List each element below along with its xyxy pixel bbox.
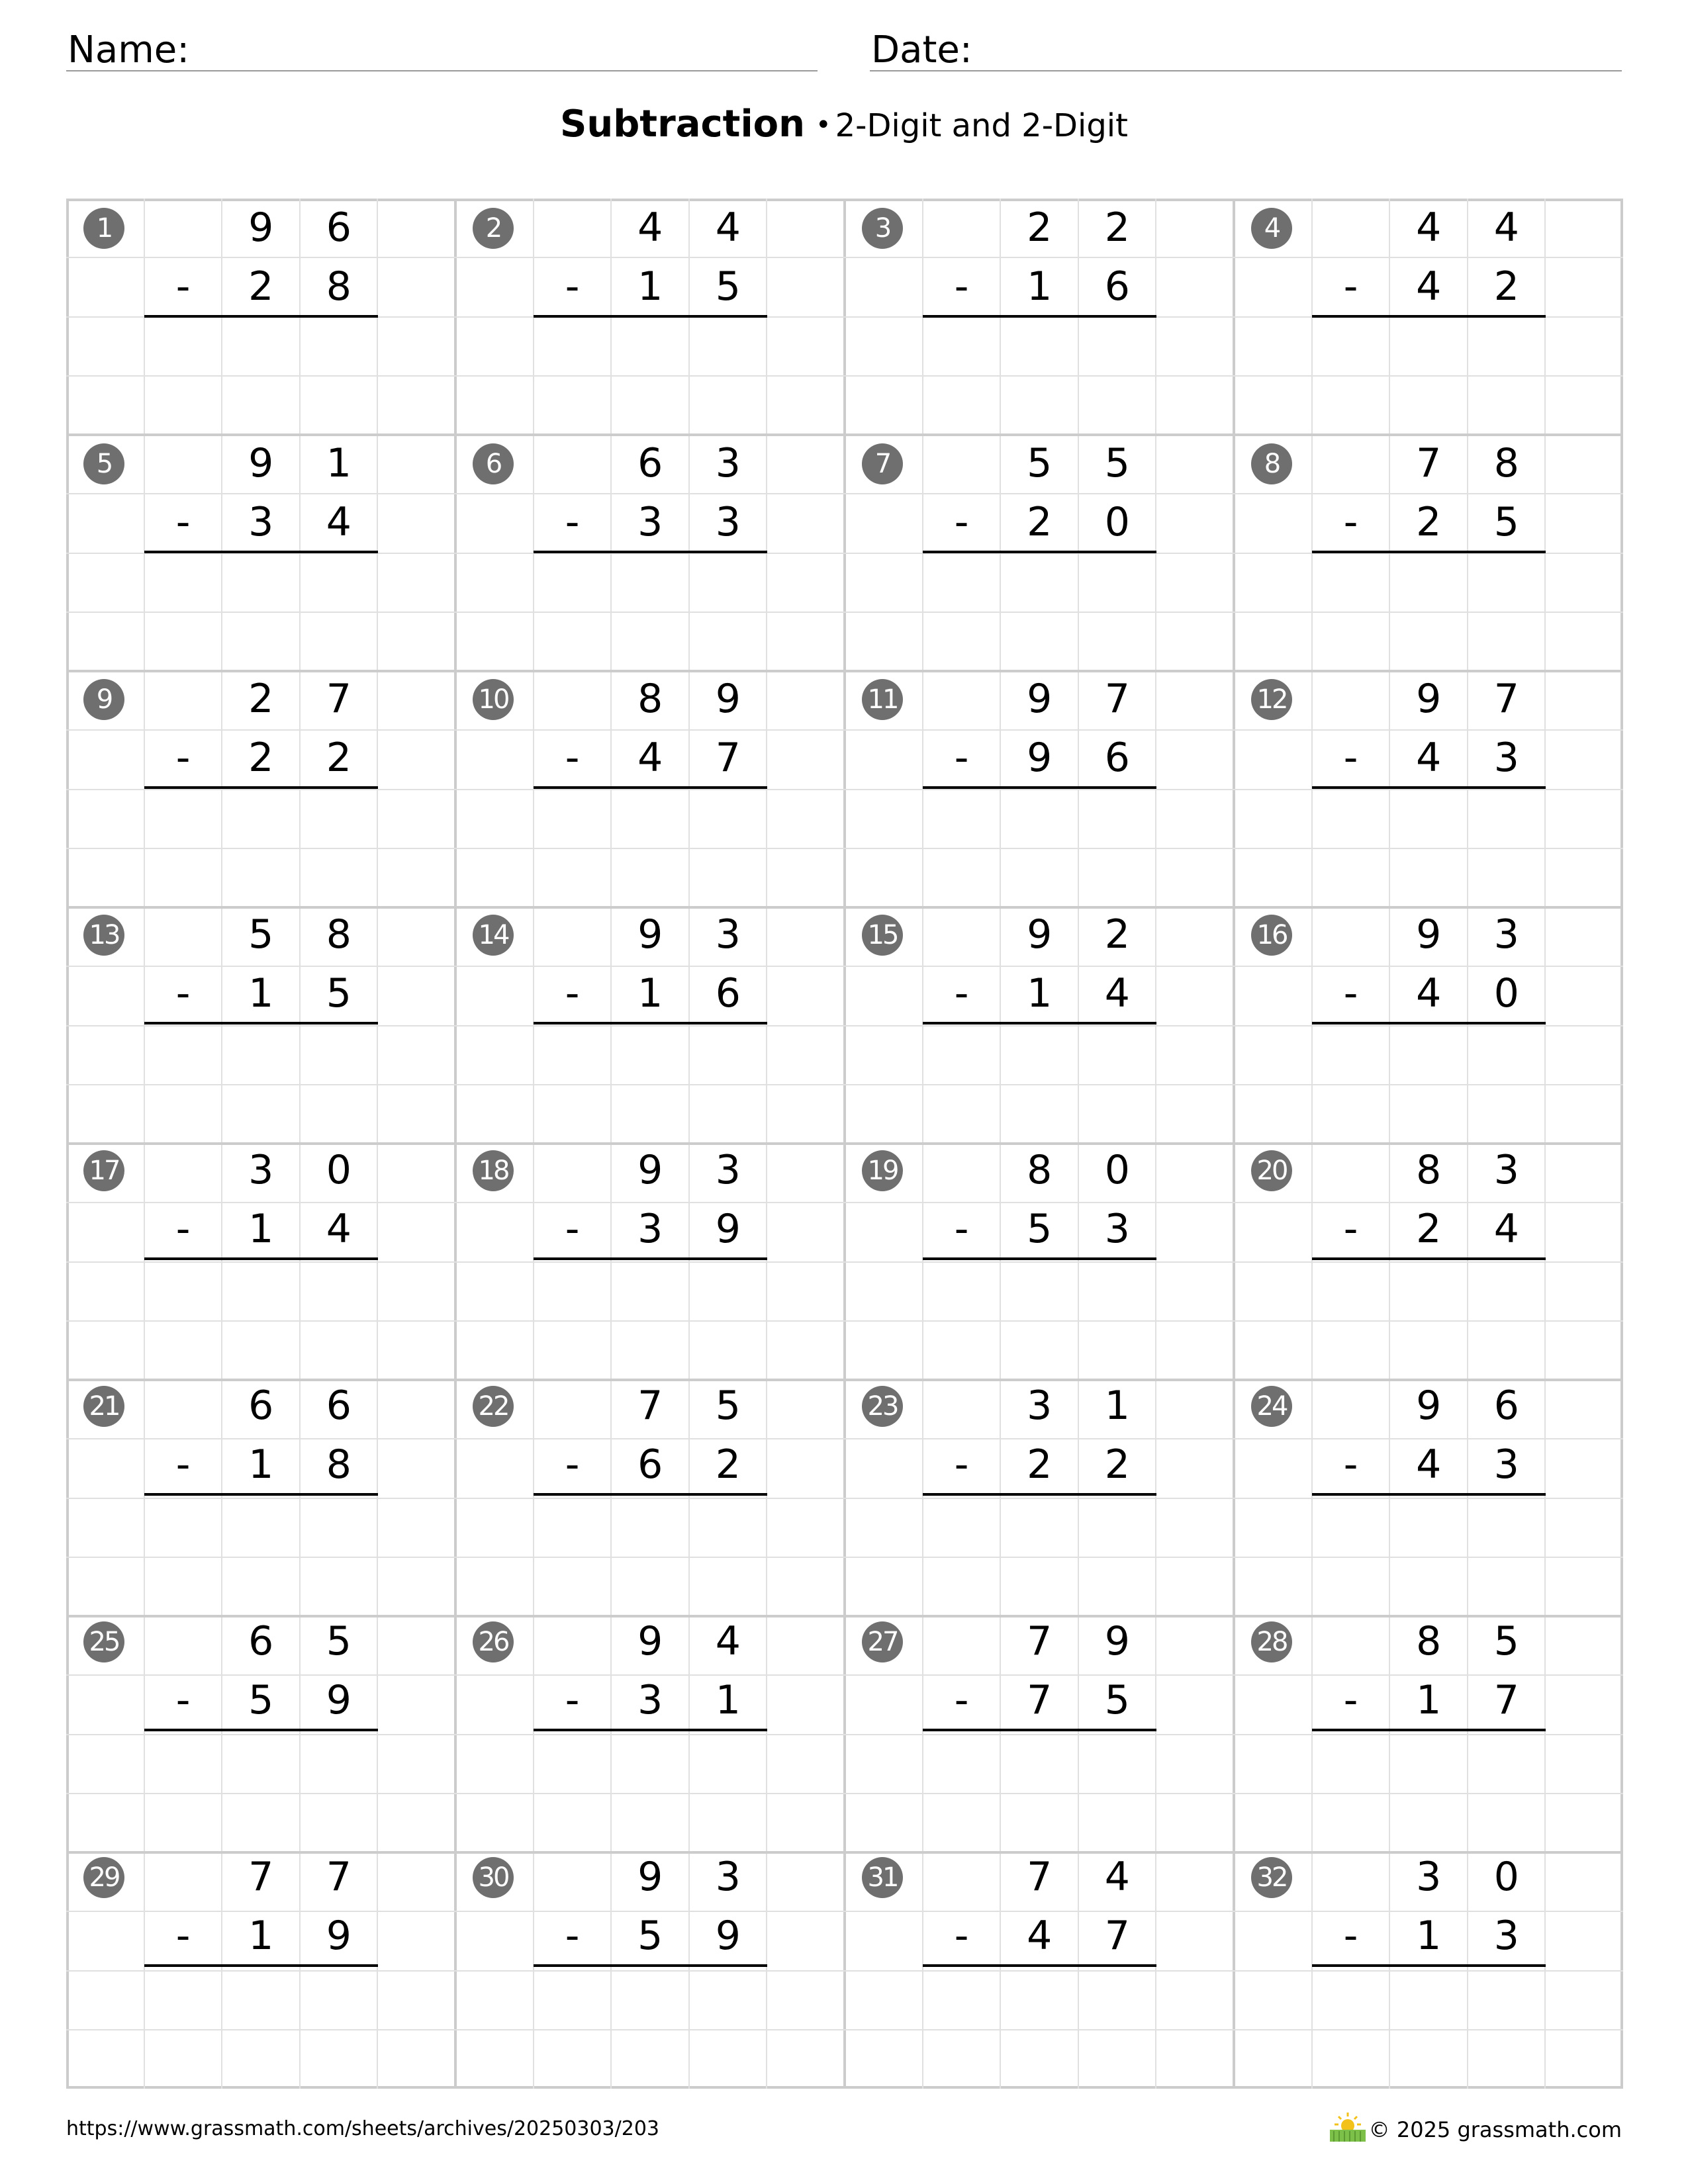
problem-22 [455,1377,845,1612]
subtrahend-ones-digit: 5 [326,970,352,1017]
problem-number-badge: 20 [1251,1150,1292,1191]
problem-29 [66,1848,455,2083]
answer-area[interactable] [1312,1730,1546,1848]
minuend-tens-digit: 2 [248,676,274,722]
problem-number-badge: 8 [1251,443,1292,484]
subtrahend-ones-digit: 6 [1104,735,1130,781]
problem-17 [66,1141,455,1377]
subtrahend-ones-digit: 3 [1493,1913,1519,1959]
minus-sign: - [175,1441,191,1488]
problem-number-badge: 14 [473,915,514,956]
minuend-tens-digit: 7 [1027,1854,1053,1900]
problem-3 [845,199,1234,434]
problem-13 [66,905,455,1141]
answer-area[interactable] [534,1966,767,2083]
problem-12 [1234,670,1623,905]
subtrahend-ones-digit: 2 [326,735,352,781]
problem-11 [845,670,1234,905]
minus-sign: - [565,1677,580,1723]
problem-7 [845,434,1234,670]
minus-sign: - [175,970,191,1017]
minuend-ones-digit: 6 [326,1383,352,1429]
problem-number-badge: 25 [83,1621,124,1662]
problem-number-badge: 28 [1251,1621,1292,1662]
subtrahend-tens-digit: 9 [1027,735,1053,781]
minuend-ones-digit: 6 [326,205,352,251]
minus-sign: - [954,735,969,781]
answer-area[interactable] [144,316,378,434]
answer-area[interactable] [534,316,767,434]
subtrahend-tens-digit: 1 [248,1913,274,1959]
problem-number-badge: 3 [862,208,903,249]
subtrahend-tens-digit: 2 [1027,499,1053,545]
minuend-tens-digit: 7 [637,1383,663,1429]
minuend-ones-digit: 3 [715,440,741,486]
minus-sign: - [175,499,191,545]
minuend-ones-digit: 4 [1104,1854,1130,1900]
subtrahend-ones-digit: 9 [326,1677,352,1723]
footer-copyright: © 2025 grassmath.com [1368,2117,1622,2142]
subtrahend-ones-digit: 9 [326,1913,352,1959]
minuend-tens-digit: 8 [1027,1147,1053,1193]
answer-area[interactable] [534,788,767,905]
answer-area[interactable] [534,552,767,670]
problem-number-badge: 24 [1251,1386,1292,1427]
minus-sign: - [565,1206,580,1252]
subtrahend-ones-digit: 5 [1493,499,1519,545]
subtrahend-ones-digit: 4 [1493,1206,1519,1252]
problem-number-badge: 16 [1251,915,1292,956]
minuend-tens-digit: 5 [248,911,274,958]
minuend-ones-digit: 3 [715,1854,741,1900]
subtrahend-ones-digit: 0 [1104,499,1130,545]
subtrahend-ones-digit: 4 [1104,970,1130,1017]
minuend-ones-digit: 8 [326,911,352,958]
problem-8 [1234,434,1623,670]
problem-number-badge: 9 [83,679,124,720]
problem-number-badge: 31 [862,1857,903,1898]
minus-sign: - [175,1206,191,1252]
minuend-ones-digit: 2 [1104,911,1130,958]
minuend-tens-digit: 9 [1027,911,1053,958]
title-main: Subtraction [560,103,805,146]
minus-sign: - [1343,1441,1358,1488]
problem-26 [455,1612,845,1848]
subtrahend-tens-digit: 5 [637,1913,663,1959]
subtrahend-ones-digit: 3 [1493,735,1519,781]
subtrahend-ones-digit: 4 [326,1206,352,1252]
minuend-tens-digit: 4 [637,205,663,251]
minuend-tens-digit: 8 [637,676,663,722]
minus-sign: - [175,735,191,781]
subtrahend-tens-digit: 2 [1416,1206,1442,1252]
problem-20 [1234,1141,1623,1377]
subtrahend-ones-digit: 5 [1104,1677,1130,1723]
problem-number-badge: 18 [473,1150,514,1191]
subtrahend-ones-digit: 8 [326,263,352,310]
subtrahend-tens-digit: 1 [637,970,663,1017]
subtrahend-tens-digit: 4 [1416,1441,1442,1488]
answer-area[interactable] [144,552,378,670]
answer-area[interactable] [1312,1966,1546,2083]
minuend-tens-digit: 9 [637,1854,663,1900]
subtrahend-ones-digit: 7 [1493,1677,1519,1723]
minuend-ones-digit: 9 [1104,1618,1130,1664]
minuend-ones-digit: 5 [1493,1618,1519,1664]
subtrahend-tens-digit: 1 [1416,1677,1442,1723]
subtrahend-ones-digit: 0 [1493,970,1519,1017]
subtrahend-tens-digit: 1 [248,1206,274,1252]
subtrahend-tens-digit: 3 [637,499,663,545]
minuend-ones-digit: 3 [1493,911,1519,958]
subtrahend-tens-digit: 7 [1027,1677,1053,1723]
answer-area[interactable] [923,1259,1156,1377]
problem-number-badge: 15 [862,915,903,956]
problem-32 [1234,1848,1623,2083]
minuend-ones-digit: 4 [1493,205,1519,251]
problem-number-badge: 11 [862,679,903,720]
date-field[interactable] [870,20,1622,71]
problem-19 [845,1141,1234,1377]
subtrahend-tens-digit: 1 [1027,263,1053,310]
answer-area[interactable] [923,1494,1156,1612]
answer-area[interactable] [144,788,378,905]
minuend-tens-digit: 9 [637,1147,663,1193]
problem-15 [845,905,1234,1141]
subtrahend-ones-digit: 1 [715,1677,741,1723]
minus-sign: - [954,1441,969,1488]
answer-area[interactable] [923,552,1156,670]
minus-sign: - [565,735,580,781]
problem-25 [66,1612,455,1848]
minus-sign: - [954,1913,969,1959]
problem-number-badge: 23 [862,1386,903,1427]
problem-number-badge: 32 [1251,1857,1292,1898]
subtrahend-tens-digit: 1 [1416,1913,1442,1959]
answer-area[interactable] [923,1966,1156,2083]
minus-sign: - [1343,499,1358,545]
minuend-tens-digit: 7 [1416,440,1442,486]
problem-number-badge: 29 [83,1857,124,1898]
subtrahend-tens-digit: 3 [637,1677,663,1723]
problem-number-badge: 12 [1251,679,1292,720]
minus-sign: - [175,1913,191,1959]
minus-sign: - [954,1206,969,1252]
problem-4 [1234,199,1623,434]
subtrahend-tens-digit: 2 [1416,499,1442,545]
minuend-ones-digit: 1 [326,440,352,486]
minuend-tens-digit: 9 [1416,1383,1442,1429]
minus-sign: - [954,499,969,545]
problem-number-badge: 26 [473,1621,514,1662]
answer-area[interactable] [144,1966,378,2083]
answer-area[interactable] [1312,316,1546,434]
minuend-tens-digit: 9 [248,440,274,486]
subtrahend-tens-digit: 4 [1027,1913,1053,1959]
answer-area[interactable] [1312,552,1546,670]
minus-sign: - [1343,1677,1358,1723]
minus-sign: - [1343,1913,1358,1959]
problem-2 [455,199,845,434]
answer-area[interactable] [1312,788,1546,905]
problem-23 [845,1377,1234,1612]
problem-31 [845,1848,1234,2083]
subtrahend-ones-digit: 9 [715,1206,741,1252]
subtrahend-ones-digit: 6 [1104,263,1130,310]
minuend-tens-digit: 6 [637,440,663,486]
minus-sign: - [954,970,969,1017]
minuend-ones-digit: 6 [1493,1383,1519,1429]
subtrahend-tens-digit: 5 [248,1677,274,1723]
answer-area[interactable] [534,1259,767,1377]
minuend-tens-digit: 7 [248,1854,274,1900]
title-subtitle: 2-Digit and 2-Digit [835,107,1128,144]
subtrahend-ones-digit: 4 [326,499,352,545]
answer-area[interactable] [144,1730,378,1848]
problem-number-badge: 6 [473,443,514,484]
subtrahend-ones-digit: 9 [715,1913,741,1959]
subtrahend-ones-digit: 5 [715,263,741,310]
minuend-tens-digit: 7 [1027,1618,1053,1664]
minus-sign: - [1343,263,1358,310]
subtrahend-tens-digit: 3 [637,1206,663,1252]
minuend-ones-digit: 5 [1104,440,1130,486]
minuend-tens-digit: 6 [248,1383,274,1429]
problem-number-badge: 4 [1251,208,1292,249]
problem-number-badge: 7 [862,443,903,484]
subtrahend-tens-digit: 4 [1416,970,1442,1017]
subtrahend-tens-digit: 5 [1027,1206,1053,1252]
answer-area[interactable] [534,1023,767,1141]
minus-sign: - [565,1441,580,1488]
minus-sign: - [175,1677,191,1723]
answer-area[interactable] [144,1259,378,1377]
answer-area[interactable] [1312,1259,1546,1377]
minuend-tens-digit: 8 [1416,1147,1442,1193]
minuend-tens-digit: 2 [1027,205,1053,251]
minuend-ones-digit: 1 [1104,1383,1130,1429]
minus-sign: - [1343,1206,1358,1252]
footer-url[interactable]: https://www.grassmath.com/sheets/archives/20250303/203 [66,2117,660,2140]
minuend-ones-digit: 7 [1104,676,1130,722]
title-bullet: • [815,110,831,140]
problem-number-badge: 19 [862,1150,903,1191]
name-field[interactable] [66,20,818,71]
problem-number-badge: 2 [473,208,514,249]
minus-sign: - [175,263,191,310]
subtrahend-ones-digit: 3 [1493,1441,1519,1488]
answer-area[interactable] [1312,1023,1546,1141]
problem-27 [845,1612,1234,1848]
minuend-ones-digit: 8 [1493,440,1519,486]
problem-number-badge: 30 [473,1857,514,1898]
subtrahend-ones-digit: 2 [715,1441,741,1488]
subtrahend-ones-digit: 2 [1104,1441,1130,1488]
problem-number-badge: 22 [473,1386,514,1427]
minuend-tens-digit: 6 [248,1618,274,1664]
minuend-ones-digit: 5 [715,1383,741,1429]
minuend-ones-digit: 3 [1493,1147,1519,1193]
minuend-tens-digit: 9 [1027,676,1053,722]
problem-number-badge: 1 [83,208,124,249]
problem-30 [455,1848,845,2083]
problem-21 [66,1377,455,1612]
minuend-tens-digit: 9 [248,205,274,251]
minus-sign: - [565,263,580,310]
minuend-ones-digit: 2 [1104,205,1130,251]
problem-10 [455,670,845,905]
answer-area[interactable] [923,316,1156,434]
answer-area[interactable] [534,1494,767,1612]
answer-area[interactable] [534,1730,767,1848]
answer-area[interactable] [144,1023,378,1141]
answer-area[interactable] [144,1494,378,1612]
minuend-ones-digit: 4 [715,1618,741,1664]
minuend-ones-digit: 7 [326,676,352,722]
minuend-ones-digit: 7 [1493,676,1519,722]
grassmath-logo-icon [1327,2111,1368,2143]
minus-sign: - [954,1677,969,1723]
minuend-ones-digit: 3 [715,1147,741,1193]
minus-sign: - [565,1913,580,1959]
minuend-tens-digit: 9 [1416,911,1442,958]
problem-28 [1234,1612,1623,1848]
subtrahend-ones-digit: 3 [1104,1206,1130,1252]
minuend-ones-digit: 4 [715,205,741,251]
subtrahend-tens-digit: 4 [1416,263,1442,310]
subtrahend-ones-digit: 8 [326,1441,352,1488]
problem-number-badge: 17 [83,1150,124,1191]
minuend-tens-digit: 3 [248,1147,274,1193]
minuend-ones-digit: 9 [715,676,741,722]
minuend-ones-digit: 7 [326,1854,352,1900]
worksheet-title [0,103,1688,146]
subtrahend-tens-digit: 4 [637,735,663,781]
minuend-tens-digit: 4 [1416,205,1442,251]
minuend-tens-digit: 9 [637,1618,663,1664]
problem-1 [66,199,455,434]
subtrahend-tens-digit: 2 [248,735,274,781]
problem-24 [1234,1377,1623,1612]
answer-area[interactable] [923,1023,1156,1141]
problem-9 [66,670,455,905]
subtrahend-tens-digit: 2 [248,263,274,310]
minuend-tens-digit: 3 [1027,1383,1053,1429]
subtrahend-ones-digit: 7 [715,735,741,781]
problem-grid [66,199,1623,2089]
answer-area[interactable] [923,1730,1156,1848]
subtrahend-tens-digit: 1 [1027,970,1053,1017]
minus-sign: - [565,499,580,545]
problem-14 [455,905,845,1141]
subtrahend-ones-digit: 6 [715,970,741,1017]
minuend-tens-digit: 9 [1416,676,1442,722]
minuend-ones-digit: 5 [326,1618,352,1664]
minuend-ones-digit: 0 [1493,1854,1519,1900]
problem-number-badge: 21 [83,1386,124,1427]
subtrahend-tens-digit: 1 [248,1441,274,1488]
minuend-ones-digit: 0 [326,1147,352,1193]
answer-area[interactable] [1312,1494,1546,1612]
minus-sign: - [565,970,580,1017]
minuend-tens-digit: 9 [637,911,663,958]
problem-5 [66,434,455,670]
subtrahend-tens-digit: 3 [248,499,274,545]
minuend-tens-digit: 3 [1416,1854,1442,1900]
problem-number-badge: 27 [862,1621,903,1662]
subtrahend-tens-digit: 6 [637,1441,663,1488]
minus-sign: - [1343,970,1358,1017]
subtrahend-ones-digit: 7 [1104,1913,1130,1959]
problem-number-badge: 13 [83,915,124,956]
problem-18 [455,1141,845,1377]
minus-sign: - [1343,735,1358,781]
subtrahend-tens-digit: 1 [637,263,663,310]
name-label: Name: [68,28,190,71]
subtrahend-tens-digit: 4 [1416,735,1442,781]
problem-16 [1234,905,1623,1141]
subtrahend-tens-digit: 1 [248,970,274,1017]
minuend-ones-digit: 0 [1104,1147,1130,1193]
minus-sign: - [954,263,969,310]
answer-area[interactable] [923,788,1156,905]
minuend-ones-digit: 3 [715,911,741,958]
minuend-tens-digit: 5 [1027,440,1053,486]
problem-number-badge: 5 [83,443,124,484]
subtrahend-ones-digit: 3 [715,499,741,545]
minuend-tens-digit: 8 [1416,1618,1442,1664]
subtrahend-tens-digit: 2 [1027,1441,1053,1488]
problem-6 [455,434,845,670]
subtrahend-ones-digit: 2 [1493,263,1519,310]
date-label: Date: [871,28,972,71]
problem-number-badge: 10 [473,679,514,720]
